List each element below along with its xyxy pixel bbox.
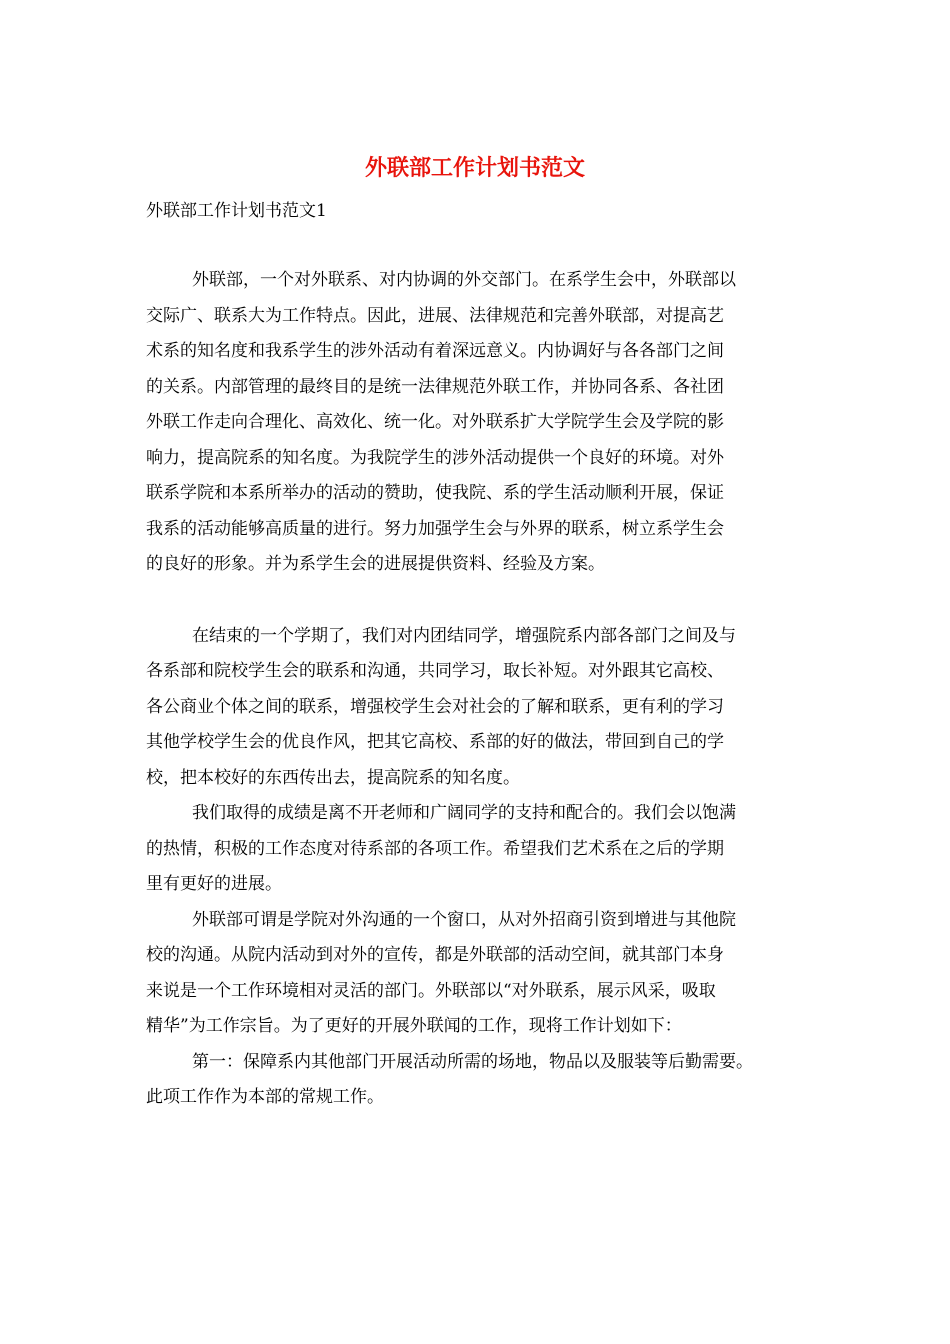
paragraph-line: 第一：保障系内其他部门开展活动所需的场地，物品以及服装等后勤需要。 [192, 1051, 753, 1072]
document-body [146, 263, 826, 1116]
paragraph-line: 里有更好的进展。 [146, 874, 282, 894]
paragraph-line: 外联工作走向合理化、高效化、统一化。对外联系扩大学院学生会及学院的影 [146, 412, 724, 432]
paragraph-line: 外联部可谓是学院对外沟通的一个窗口，从对外招商引资到增进与其他院 [192, 909, 736, 930]
paragraph-3 [146, 796, 826, 903]
paragraph-line: 我们取得的成绩是离不开老师和广阔同学的支持和配合的。我们会以饱满 [192, 803, 736, 823]
paragraph-line: 校，把本校好的东西传出去，提高院系的知名度。 [146, 767, 520, 788]
document-subtitle: 外联部工作计划书范文1 [146, 201, 327, 221]
paragraph-5 [146, 1045, 826, 1116]
paragraph-spacer [146, 583, 826, 619]
paragraph-line: 的良好的形象。并为系学生会的进展提供资料、经验及方案。 [146, 554, 605, 574]
paragraph-line: 各系部和院校学生会的联系和沟通，共同学习，取长补短。对外跟其它高校、 [146, 661, 724, 681]
paragraph-line: 外联部，一个对外联系、对内协调的外交部门。在系学生会中，外联部以 [192, 270, 736, 290]
paragraph-line: 各公商业个体之间的联系，增强校学生会对社会的了解和联系，更有利的学习 [146, 696, 724, 717]
paragraph-line: 交际广、联系大为工作特点。因此，进展、法律规范和完善外联部，对提高艺 [146, 305, 724, 326]
paragraph-line: 在结束的一个学期了，我们对内团结同学，增强院系内部各部门之间及与 [192, 625, 736, 646]
paragraph-line: 来说是一个工作环境相对灵活的部门。外联部以“对外联系，展示风采，吸取 [146, 980, 716, 1001]
paragraph-1 [146, 263, 826, 583]
paragraph-line: 精华”为工作宗旨。为了更好的开展外联闻的工作，现将工作计划如下： [146, 1016, 682, 1036]
paragraph-line: 校的沟通。从院内活动到对外的宣传，都是外联部的活动空间，就其部门本身 [146, 945, 724, 965]
document-title: 外联部工作计划书范文 [364, 155, 585, 181]
paragraph-line: 的热情，积极的工作态度对待系部的各项工作。希望我们艺术系在之后的学期 [146, 838, 724, 859]
paragraph-line: 响力，提高院系的知名度。为我院学生的涉外活动提供一个良好的环境。对外 [146, 447, 724, 468]
paragraph-line: 术系的知名度和我系学生的涉外活动有着深远意义。内协调好与各各部门之间 [146, 341, 724, 361]
paragraph-2 [146, 619, 826, 797]
paragraph-line: 此项工作作为本部的常规工作。 [146, 1087, 384, 1107]
paragraph-line: 联系学院和本系所举办的活动的赞助，使我院、系的学生活动顺利开展，保证 [146, 483, 724, 503]
paragraph-line: 我系的活动能够高质量的进行。努力加强学生会与外界的联系，树立系学生会 [146, 518, 724, 539]
paragraph-line: 其他学校学生会的优良作风，把其它高校、系部的好的做法，带回到自己的学 [146, 732, 724, 752]
paragraph-line: 的关系。内部管理的最终目的是统一法律规范外联工作，并协同各系、各社团 [146, 376, 724, 397]
paragraph-4 [146, 903, 826, 1045]
